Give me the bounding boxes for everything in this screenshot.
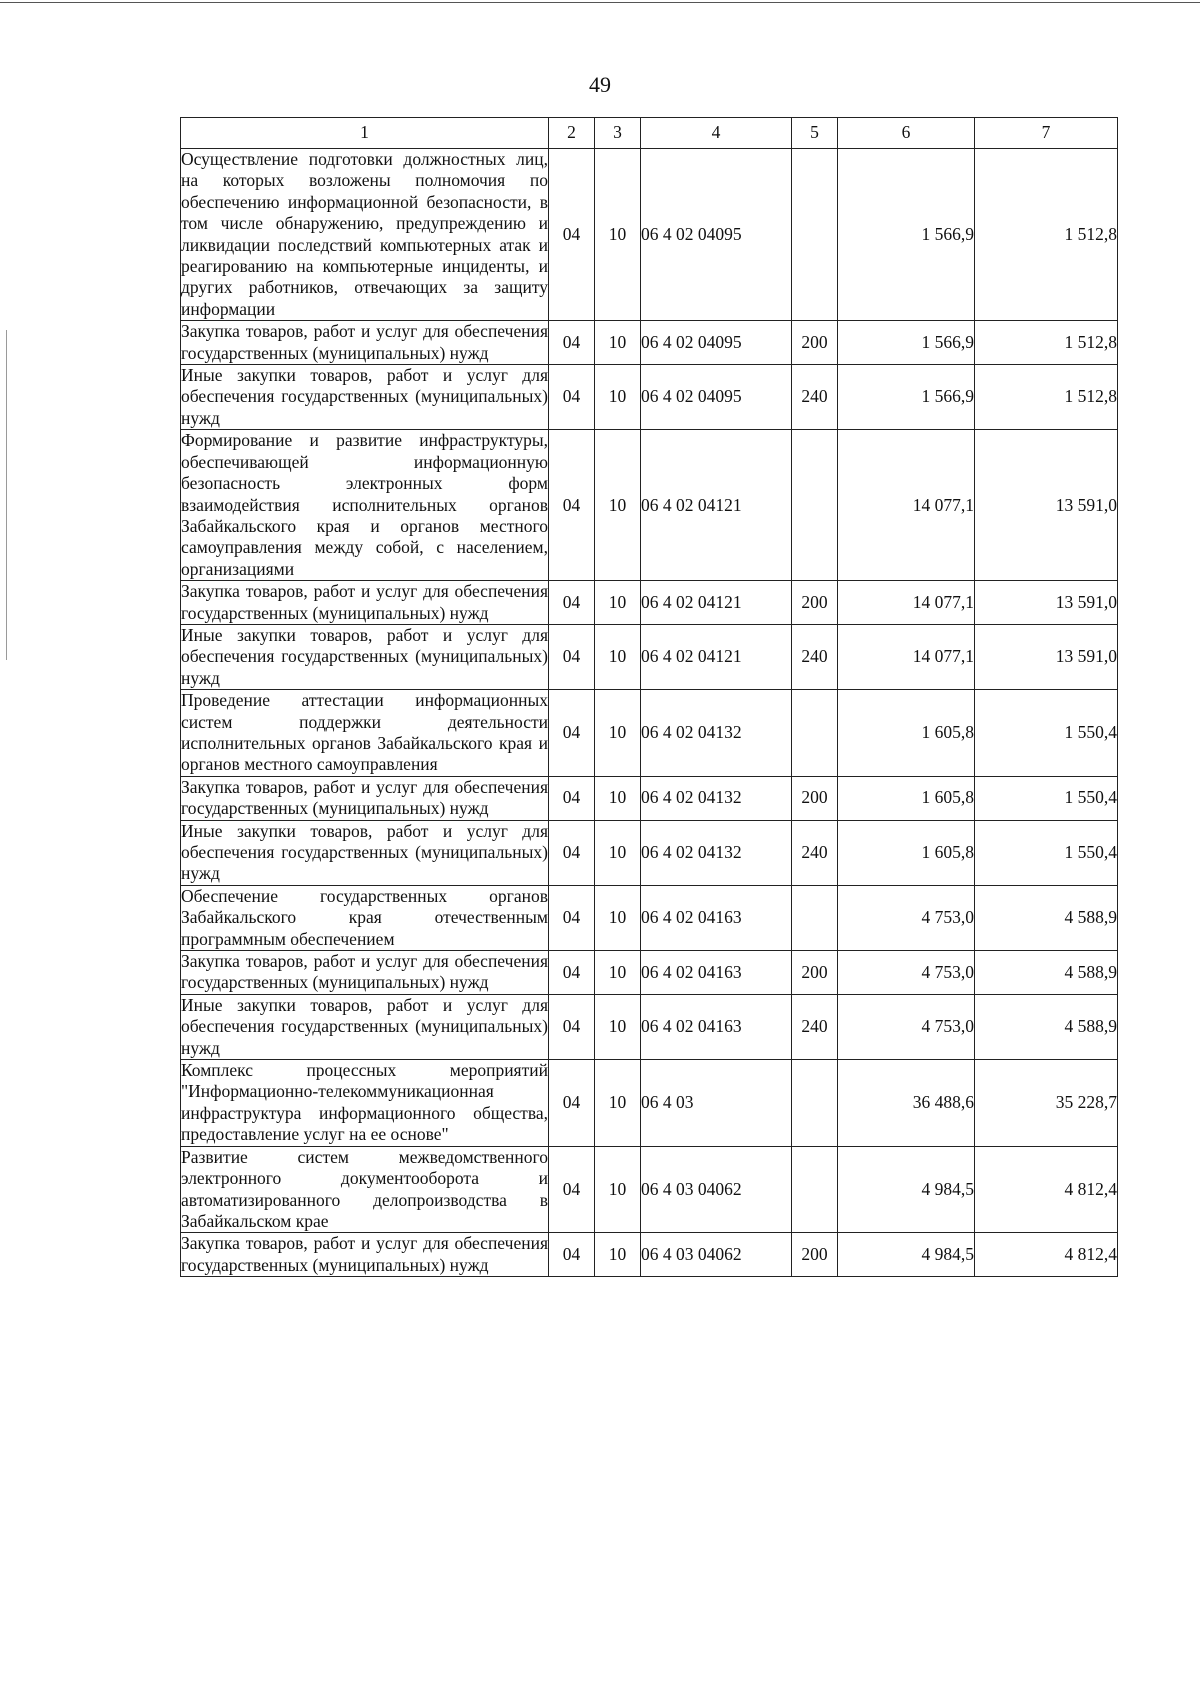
cell-amount-6: 14 077,1 bbox=[838, 581, 975, 625]
table-row bbox=[181, 994, 1118, 1059]
header-col-3: 3 bbox=[595, 118, 641, 149]
cell-amount-6: 1 605,8 bbox=[838, 820, 975, 885]
cell-subsection: 10 bbox=[595, 430, 641, 581]
cell-expense-type: 240 bbox=[792, 994, 838, 1059]
cell-amount-7: 1 512,8 bbox=[975, 149, 1118, 321]
cell-amount-6: 4 984,5 bbox=[838, 1233, 975, 1277]
cell-section: 04 bbox=[549, 1060, 595, 1147]
cell-target-code: 06 4 02 04132 bbox=[641, 776, 792, 820]
cell-amount-7: 4 588,9 bbox=[975, 885, 1118, 950]
cell-target-code: 06 4 02 04132 bbox=[641, 820, 792, 885]
cell-amount-6: 1 566,9 bbox=[838, 149, 975, 321]
cell-amount-6: 1 605,8 bbox=[838, 690, 975, 777]
cell-amount-6: 4 984,5 bbox=[838, 1146, 975, 1233]
scan-edge-top bbox=[0, 2, 1200, 3]
cell-expense-type bbox=[792, 690, 838, 777]
cell-amount-7: 4 812,4 bbox=[975, 1146, 1118, 1233]
row-name: Иные закупки товаров, работ и услуг для обеспечения государственных (муниципальных) нужд bbox=[181, 820, 548, 884]
cell-amount-7: 1 512,8 bbox=[975, 365, 1118, 430]
cell-amount-7: 4 812,4 bbox=[975, 1233, 1118, 1277]
cell-expense-type: 200 bbox=[792, 1233, 838, 1277]
cell-target-code: 06 4 02 04121 bbox=[641, 430, 792, 581]
cell-section: 04 bbox=[549, 365, 595, 430]
cell-amount-7: 1 550,4 bbox=[975, 690, 1118, 777]
header-col-2: 2 bbox=[549, 118, 595, 149]
table-row bbox=[181, 1060, 1118, 1147]
table-row bbox=[181, 776, 1118, 820]
cell-subsection: 10 bbox=[595, 1060, 641, 1147]
row-name: Иные закупки товаров, работ и услуг для обеспечения государственных (муниципальных) нужд bbox=[181, 365, 548, 428]
cell-expense-type bbox=[792, 149, 838, 321]
cell-expense-type: 240 bbox=[792, 820, 838, 885]
cell-section: 04 bbox=[549, 624, 595, 689]
cell-amount-7: 1 550,4 bbox=[975, 776, 1118, 820]
cell-expense-type: 200 bbox=[792, 321, 838, 365]
table-row bbox=[181, 1146, 1118, 1233]
table-row bbox=[181, 624, 1118, 689]
cell-expense-type bbox=[792, 1060, 838, 1147]
cell-subsection: 10 bbox=[595, 885, 641, 950]
cell-section: 04 bbox=[549, 581, 595, 625]
cell-target-code: 06 4 03 04062 bbox=[641, 1146, 792, 1233]
row-name: Обеспечение государственных органов Забайкальского края отечественным программным обеспечением bbox=[181, 885, 548, 949]
cell-subsection: 10 bbox=[595, 1233, 641, 1277]
cell-section: 04 bbox=[549, 149, 595, 321]
cell-section: 04 bbox=[549, 776, 595, 820]
table-row bbox=[181, 885, 1118, 950]
cell-subsection: 10 bbox=[595, 149, 641, 321]
cell-section: 04 bbox=[549, 885, 595, 950]
cell-section: 04 bbox=[549, 951, 595, 995]
cell-section: 04 bbox=[549, 1233, 595, 1277]
cell-target-code: 06 4 02 04121 bbox=[641, 624, 792, 689]
cell-amount-7: 4 588,9 bbox=[975, 951, 1118, 995]
cell-expense-type bbox=[792, 1146, 838, 1233]
cell-expense-type: 200 bbox=[792, 581, 838, 625]
header-col-4: 4 bbox=[641, 118, 792, 149]
cell-subsection: 10 bbox=[595, 365, 641, 430]
cell-subsection: 10 bbox=[595, 951, 641, 995]
table-row bbox=[181, 951, 1118, 995]
row-name: Осуществление подготовки должностных лиц, на которых возложены полномочия по обеспечению информационной безопасности, в том числе обнаружению, предупреждению и ликвидации последствий компьютерных атак и реагированию на компьютерные инциденты, и других работников, отвечающих за защиту информации bbox=[181, 149, 548, 319]
cell-section: 04 bbox=[549, 430, 595, 581]
table-row bbox=[181, 1233, 1118, 1277]
header-col-7: 7 bbox=[975, 118, 1118, 149]
table-row bbox=[181, 430, 1118, 581]
cell-amount-7: 13 591,0 bbox=[975, 624, 1118, 689]
row-name: Иные закупки товаров, работ и услуг для обеспечения государственных (муниципальных) нужд bbox=[181, 994, 548, 1058]
cell-section: 04 bbox=[549, 1146, 595, 1233]
table-row bbox=[181, 365, 1118, 430]
row-name: Комплекс процессных мероприятий "Информационно-телекоммуникационная инфраструктура информационного общества, предоставление услуг на ее основе" bbox=[181, 1060, 548, 1145]
budget-table bbox=[180, 117, 1118, 1277]
cell-target-code: 06 4 02 04095 bbox=[641, 321, 792, 365]
cell-subsection: 10 bbox=[595, 624, 641, 689]
cell-amount-7: 4 588,9 bbox=[975, 994, 1118, 1059]
cell-section: 04 bbox=[549, 321, 595, 365]
row-name: Закупка товаров, работ и услуг для обеспечения государственных (муниципальных) нужд bbox=[181, 776, 548, 819]
header-row bbox=[181, 118, 1118, 149]
cell-amount-7: 13 591,0 bbox=[975, 430, 1118, 581]
cell-subsection: 10 bbox=[595, 820, 641, 885]
table-row bbox=[181, 820, 1118, 885]
cell-amount-7: 35 228,7 bbox=[975, 1060, 1118, 1147]
row-name: Формирование и развитие инфраструктуры, обеспечивающей информационную безопасность электронных форм взаимодействия исполнительных органов Забайкальского края и органов местного самоуправления между собой, с населением, организациями bbox=[181, 430, 548, 579]
header-col-5: 5 bbox=[792, 118, 838, 149]
cell-amount-6: 1 566,9 bbox=[838, 321, 975, 365]
cell-subsection: 10 bbox=[595, 994, 641, 1059]
header-col-1: 1 bbox=[181, 118, 549, 149]
row-name: Иные закупки товаров, работ и услуг для обеспечения государственных (муниципальных) нужд bbox=[181, 624, 548, 688]
cell-section: 04 bbox=[549, 994, 595, 1059]
cell-target-code: 06 4 02 04163 bbox=[641, 951, 792, 995]
table-row bbox=[181, 149, 1118, 321]
cell-expense-type: 240 bbox=[792, 624, 838, 689]
cell-subsection: 10 bbox=[595, 776, 641, 820]
cell-target-code: 06 4 02 04163 bbox=[641, 885, 792, 950]
cell-expense-type bbox=[792, 430, 838, 581]
cell-target-code: 06 4 03 04062 bbox=[641, 1233, 792, 1277]
cell-target-code: 06 4 03 bbox=[641, 1060, 792, 1147]
cell-subsection: 10 bbox=[595, 690, 641, 777]
row-name: Закупка товаров, работ и услуг для обеспечения государственных (муниципальных) нужд bbox=[181, 581, 548, 623]
header-col-6: 6 bbox=[838, 118, 975, 149]
table-row bbox=[181, 581, 1118, 625]
cell-amount-6: 1 605,8 bbox=[838, 776, 975, 820]
cell-expense-type: 200 bbox=[792, 776, 838, 820]
row-name: Закупка товаров, работ и услуг для обеспечения государственных (муниципальных) нужд bbox=[181, 321, 548, 363]
cell-target-code: 06 4 02 04132 bbox=[641, 690, 792, 777]
cell-expense-type: 240 bbox=[792, 365, 838, 430]
cell-amount-6: 36 488,6 bbox=[838, 1060, 975, 1147]
cell-target-code: 06 4 02 04163 bbox=[641, 994, 792, 1059]
cell-expense-type bbox=[792, 885, 838, 950]
cell-amount-6: 4 753,0 bbox=[838, 885, 975, 950]
cell-subsection: 10 bbox=[595, 321, 641, 365]
row-name: Развитие систем межведомственного электронного документооборота и автоматизированного делопроизводства в Забайкальском крае bbox=[181, 1146, 548, 1231]
row-name: Закупка товаров, работ и услуг для обеспечения государственных (муниципальных) нужд bbox=[181, 951, 548, 993]
cell-subsection: 10 bbox=[595, 1146, 641, 1233]
cell-section: 04 bbox=[549, 820, 595, 885]
cell-subsection: 10 bbox=[595, 581, 641, 625]
table-row bbox=[181, 690, 1118, 777]
cell-expense-type: 200 bbox=[792, 951, 838, 995]
cell-amount-6: 4 753,0 bbox=[838, 994, 975, 1059]
cell-target-code: 06 4 02 04095 bbox=[641, 365, 792, 430]
cell-target-code: 06 4 02 04095 bbox=[641, 149, 792, 321]
cell-section: 04 bbox=[549, 690, 595, 777]
scan-edge-left bbox=[6, 330, 7, 660]
cell-target-code: 06 4 02 04121 bbox=[641, 581, 792, 625]
page-number: 49 bbox=[589, 72, 611, 97]
row-name: Проведение аттестации информационных систем поддержки деятельности исполнительных органов Забайкальского края и органов местного самоуправления bbox=[181, 690, 548, 775]
table-row bbox=[181, 321, 1118, 365]
row-name: Закупка товаров, работ и услуг для обеспечения государственных (муниципальных) нужд bbox=[181, 1233, 548, 1275]
cell-amount-7: 1 512,8 bbox=[975, 321, 1118, 365]
cell-amount-6: 4 753,0 bbox=[838, 951, 975, 995]
cell-amount-6: 14 077,1 bbox=[838, 624, 975, 689]
cell-amount-6: 14 077,1 bbox=[838, 430, 975, 581]
cell-amount-7: 1 550,4 bbox=[975, 820, 1118, 885]
cell-amount-6: 1 566,9 bbox=[838, 365, 975, 430]
cell-amount-7: 13 591,0 bbox=[975, 581, 1118, 625]
